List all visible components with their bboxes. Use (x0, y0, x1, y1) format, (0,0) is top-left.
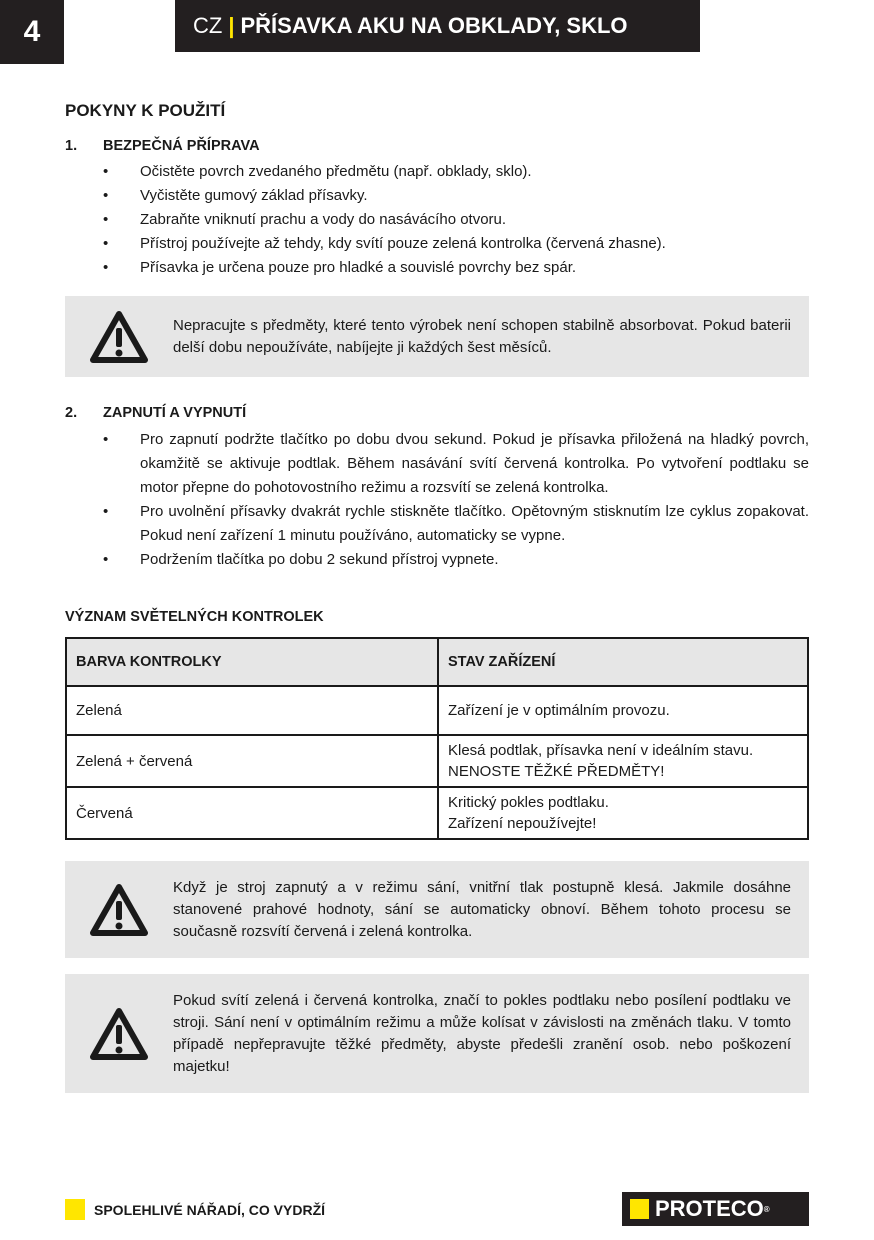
device-state (438, 686, 808, 735)
title-bar (175, 0, 700, 52)
lights-table (65, 637, 809, 840)
table-row (66, 735, 808, 787)
state-line: Zařízení je v optimálním provozu. (448, 702, 670, 719)
warning-icon (65, 883, 173, 937)
state-line: NENOSTE TĚŽKÉ PŘEDMĚTY! (448, 763, 665, 780)
list-item: • Pro uvolnění přísavky dvakrát rychle stiskněte tlačítko. Opětovným stisknutím lze cyklus zopakovat. Pokud není zařízení 1 minutu používáno, automaticky se vypne. (103, 500, 809, 548)
table-header-row (66, 638, 808, 686)
warning-box-1 (65, 296, 809, 377)
section-title: BEZPEČNÁ PŘÍPRAVA (103, 138, 260, 154)
warning-box-3 (65, 974, 809, 1093)
device-state (438, 787, 808, 839)
list-item: • Přístroj používejte až tehdy, kdy svítí pouze zelená kontrolka (červená zhasne). (103, 232, 809, 256)
page-number: 4 (0, 0, 64, 64)
list-item: • Přísavka je určena pouze pro hladké a souvislé povrchy bez spár. (103, 256, 809, 280)
table-row (66, 787, 808, 839)
logo-text: PROTECO (655, 1196, 764, 1221)
section-2-list (103, 428, 809, 572)
list-item: • Pro zapnutí podržte tlačítko po dobu dvou sekund. Pokud je přísavka přiložená na hladký povrch, okamžitě se aktivuje podtlak. Během nasávání svítí červená kontrolka. Po vytvoření podtlaku se motor přepne do pohotovostního režimu a rozsvítí se zelená kontrolka. (103, 428, 809, 500)
warning-text: Nepracujte s předměty, které tento výrobek není schopen stabilně absorbovat. Pokud baterii delší dobu nepoužíváte, nabíjejte ji každých šest měsíců. (173, 316, 791, 356)
footer-slogan: SPOLEHLIVÉ NÁŘADÍ, CO VYDRŽÍ (94, 1202, 326, 1218)
light-color: Zelená + červená (66, 735, 438, 787)
list-item: • Očistěte povrch zvedaného předmětu (např. obklady, sklo). (103, 160, 809, 184)
main-heading: POKYNY K POUŽITÍ (65, 101, 226, 120)
warning-text: Když je stroj zapnutý a v režimu sání, vnitřní tlak postupně klesá. Jakmile dosáhne stanovené prahové hodnoty, sání se automaticky obnoví. Během tohoto procesu se současně rozsvítí červená i zelená kontrolka. (173, 878, 791, 940)
column-header: BARVA KONTROLKY (66, 638, 438, 686)
light-color: Červená (66, 787, 438, 839)
registered-mark: ® (763, 1204, 770, 1214)
title-separator: | (228, 13, 235, 38)
device-state (438, 735, 808, 787)
footer-yellow-square (65, 1199, 85, 1220)
warning-text: Pokud svítí zelená i červená kontrolka, značí to pokles podtlaku nebo posílení podtlaku ve stroji. Sání není v optimálním režimu a může kolísat v závislosti na změnách tlaku. V tomto případě nepřepravujte těžké předměty, abyste předešli zranění osob. nebo poškození majetku! (173, 991, 791, 1075)
column-header: STAV ZAŘÍZENÍ (438, 638, 808, 686)
document-title: PŘÍSAVKA AKU NA OBKLADY, SKLO (240, 13, 628, 38)
section-1-list (103, 160, 809, 280)
table-row (66, 686, 808, 735)
lights-heading: VÝZNAM SVĚTELNÝCH KONTROLEK (65, 609, 324, 625)
section-1-heading (65, 138, 260, 154)
warning-icon (65, 1007, 173, 1061)
proteco-logo (622, 1192, 809, 1226)
section-title: ZAPNUTÍ A VYPNUTÍ (103, 405, 247, 421)
warning-icon (65, 310, 173, 364)
language-code: CZ (193, 13, 223, 38)
state-line: Zařízení nepoužívejte! (448, 815, 597, 832)
list-item: • Zabraňte vniknutí prachu a vody do nasávácího otvoru. (103, 208, 809, 232)
section-number: 1. (65, 138, 78, 154)
state-line: Kritický pokles podtlaku. (448, 794, 609, 811)
section-number: 2. (65, 405, 78, 421)
section-2-heading (65, 405, 246, 421)
warning-box-2 (65, 861, 809, 958)
state-line: Klesá podtlak, přísavka není v ideálním stavu. (448, 742, 754, 759)
light-color: Zelená (66, 686, 438, 735)
logo-square (630, 1199, 649, 1219)
list-item: • Vyčistěte gumový základ přísavky. (103, 184, 809, 208)
list-item: • Podržením tlačítka po dobu 2 sekund přístroj vypnete. (103, 548, 809, 572)
